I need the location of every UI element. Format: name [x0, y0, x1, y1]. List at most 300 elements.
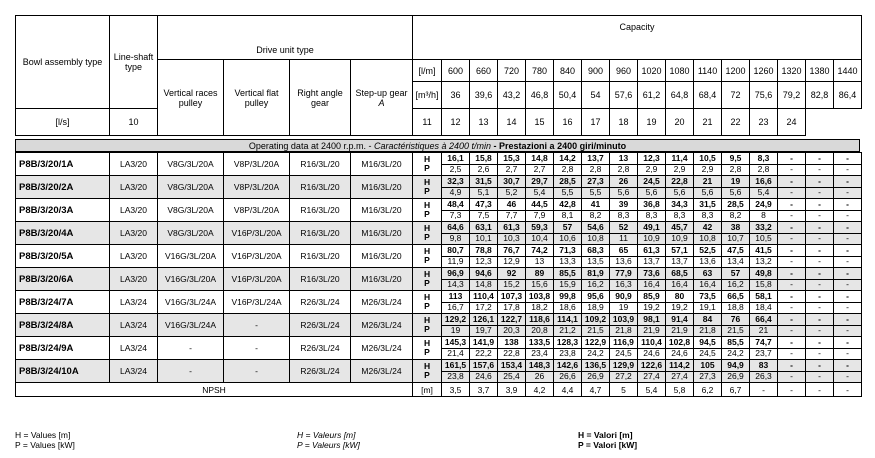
- power-value: -: [818, 347, 821, 358]
- value-cell: [694, 291, 722, 314]
- value-cell: [750, 176, 778, 199]
- power-value: 18,9: [587, 301, 604, 312]
- power-value: 17,2: [475, 301, 492, 312]
- value-cell: [722, 268, 750, 291]
- power-value: 8,3: [645, 209, 658, 220]
- head-value: 98,1: [638, 315, 665, 326]
- head-value: 122,6: [638, 361, 665, 372]
- power-value: 5,6: [645, 186, 658, 197]
- power-value: 19,2: [643, 301, 660, 312]
- power-value: 8,3: [673, 209, 686, 220]
- capacity-m3h-cell-2: 43,2: [498, 82, 526, 109]
- power-value: 8: [761, 209, 766, 220]
- power-value: 15,6: [531, 278, 548, 289]
- capacity-lmin-cell-6: 960: [610, 60, 638, 82]
- power-value: 21,5: [727, 324, 744, 335]
- power-value: 7,9: [533, 209, 546, 220]
- power-value: 21: [758, 324, 769, 335]
- power-value: -: [818, 232, 821, 243]
- head-value: 118,6: [526, 315, 553, 326]
- head-value: 34,3: [666, 200, 693, 211]
- capacity-ls-cell-7: 17: [582, 109, 610, 136]
- value-cell: [638, 245, 666, 268]
- legend-en-h: H = Values [m]: [15, 430, 71, 440]
- power-value: -: [790, 186, 793, 197]
- value-cell: [526, 360, 554, 383]
- p-label: P: [424, 209, 430, 219]
- head-value: 13: [610, 154, 637, 165]
- power-value: 15,2: [503, 278, 520, 289]
- power-value: -: [818, 370, 821, 381]
- legend-en: [15, 431, 75, 450]
- value-cell: [638, 199, 666, 222]
- power-value: 8,1: [561, 209, 574, 220]
- power-value: -: [846, 347, 849, 358]
- power-value: -: [818, 278, 821, 289]
- power-value: 25,4: [503, 370, 520, 381]
- vertical-flat-pulley-cell: V16P/3L/20A: [224, 245, 290, 268]
- head-value: 81,9: [582, 269, 609, 280]
- capacity-lmin-cell-14: 1440: [834, 60, 862, 82]
- hp-label-cell: [413, 314, 442, 337]
- value-cell: [582, 360, 610, 383]
- value-cell: [638, 268, 666, 291]
- value-cell: [582, 245, 610, 268]
- head-value: 14,8: [526, 154, 553, 165]
- model-cell: P8B/3/20/5A: [16, 245, 110, 268]
- npsh-value: 5,8: [666, 383, 694, 397]
- step-up-gear-cell: M16/3L/20: [351, 176, 413, 199]
- capacity-m3h-cell-7: 61,2: [638, 82, 666, 109]
- head-value: -: [806, 223, 833, 234]
- value-cell: [526, 245, 554, 268]
- head-value: 85,5: [722, 338, 749, 349]
- vertical-races-pulley-header: Vertical races pulley: [158, 60, 224, 136]
- vertical-flat-pulley-cell: V8P/3L/20A: [224, 199, 290, 222]
- power-value: 16,4: [671, 278, 688, 289]
- right-angle-gear-cell: R16/3L/20: [290, 153, 351, 176]
- value-cell: [554, 222, 582, 245]
- power-value: -: [818, 301, 821, 312]
- value-cell: [582, 268, 610, 291]
- legend-fr-p: P = Valeurs [kW]: [297, 439, 360, 450]
- capacity-lmin-cell-7: 1020: [638, 60, 666, 82]
- value-cell: [666, 153, 694, 176]
- power-value: -: [846, 301, 849, 312]
- line-shaft-cell: LA3/20: [110, 222, 158, 245]
- value-cell: [694, 337, 722, 360]
- value-cell: [498, 337, 526, 360]
- value-cell: [470, 268, 498, 291]
- value-cell: [694, 222, 722, 245]
- value-cell: [694, 176, 722, 199]
- p-label: P: [424, 324, 430, 334]
- line-shaft-cell: LA3/20: [110, 176, 158, 199]
- value-cell: [834, 268, 862, 291]
- head-value: 30,7: [498, 177, 525, 188]
- head-value: 52,5: [694, 246, 721, 257]
- head-value: -: [806, 315, 833, 326]
- npsh-unit: [m]: [413, 383, 442, 397]
- power-value: 5,6: [701, 186, 714, 197]
- npsh-value: 6,7: [722, 383, 750, 397]
- head-value: 45,7: [666, 223, 693, 234]
- value-cell: [610, 222, 638, 245]
- power-value: 2,8: [729, 163, 742, 174]
- head-value: 92: [498, 269, 525, 280]
- value-cell: [610, 360, 638, 383]
- value-cell: [610, 337, 638, 360]
- table-row: [16, 360, 862, 383]
- power-value: 10,8: [699, 232, 716, 243]
- line-shaft-cell: LA3/24: [110, 314, 158, 337]
- head-value: -: [778, 200, 805, 211]
- power-value: -: [818, 163, 821, 174]
- head-value: -: [834, 292, 861, 303]
- value-cell: [666, 360, 694, 383]
- capacity-ls-cell-3: 13: [470, 109, 498, 136]
- line-shaft-cell: LA3/24: [110, 291, 158, 314]
- head-value: 49,1: [638, 223, 665, 234]
- power-value: 7,7: [505, 209, 518, 220]
- step-up-gear-cell: M26/3L/24: [351, 314, 413, 337]
- vertical-races-pulley-cell: V16G/3L/20A: [158, 268, 224, 291]
- capacity-m3h-cell-12: 79,2: [778, 82, 806, 109]
- capacity-m3h-cell-9: 68,4: [694, 82, 722, 109]
- value-cell: [442, 199, 470, 222]
- head-value: 21: [694, 177, 721, 188]
- power-value: -: [846, 255, 849, 266]
- power-value: 2,7: [505, 163, 518, 174]
- value-cell: [750, 245, 778, 268]
- legend-it-p: P = Valori [kW]: [578, 439, 638, 450]
- power-value: 21,8: [615, 324, 632, 335]
- capacity-ls-cell-6: 16: [554, 109, 582, 136]
- npsh-value: -: [806, 383, 834, 397]
- head-value: 114,2: [666, 361, 693, 372]
- capacity-m3h-cell-4: 50,4: [554, 82, 582, 109]
- head-value: 41,5: [750, 246, 777, 257]
- value-cell: [638, 291, 666, 314]
- value-cell: [442, 268, 470, 291]
- value-cell: [442, 291, 470, 314]
- vertical-races-pulley-cell: -: [158, 360, 224, 383]
- power-value: -: [818, 209, 821, 220]
- value-cell: [806, 337, 834, 360]
- value-cell: [750, 268, 778, 291]
- power-value: 14,3: [447, 278, 464, 289]
- value-cell: [638, 360, 666, 383]
- head-value: 85,9: [638, 292, 665, 303]
- power-value: -: [846, 278, 849, 289]
- value-cell: [610, 291, 638, 314]
- capacity-m3h-cell-8: 64,8: [666, 82, 694, 109]
- value-cell: [666, 199, 694, 222]
- line-shaft-cell: LA3/24: [110, 360, 158, 383]
- npsh-value: -: [778, 383, 806, 397]
- operating-title-prefix: Operating data at 2400 r.p.m. -: [248, 141, 374, 151]
- head-value: 113: [442, 292, 469, 303]
- power-value: 5,6: [617, 186, 630, 197]
- head-value: 161,5: [442, 361, 469, 372]
- table-row: [16, 314, 862, 337]
- head-value: 15,8: [470, 154, 497, 165]
- power-value: 18,8: [727, 301, 744, 312]
- head-value: 63,1: [470, 223, 497, 234]
- hp-label-cell: [413, 153, 442, 176]
- power-value: -: [790, 163, 793, 174]
- hp-label-cell: [413, 268, 442, 291]
- value-cell: [750, 314, 778, 337]
- power-value: 4,9: [449, 186, 462, 197]
- hp-label-cell: [413, 360, 442, 383]
- right-angle-gear-header: Right angle gear: [290, 60, 351, 136]
- value-cell: [638, 337, 666, 360]
- power-value: 12,9: [503, 255, 520, 266]
- power-value: 27,4: [671, 370, 688, 381]
- head-value: 95,6: [582, 292, 609, 303]
- value-cell: [470, 153, 498, 176]
- power-value: 27,4: [643, 370, 660, 381]
- model-cell: P8B/3/20/4A: [16, 222, 110, 245]
- value-cell: [722, 360, 750, 383]
- head-value: 136,5: [582, 361, 609, 372]
- capacity-lmin-cell-0: 600: [442, 60, 470, 82]
- value-cell: [750, 222, 778, 245]
- power-value: 8,2: [729, 209, 742, 220]
- value-cell: [694, 245, 722, 268]
- value-cell: [554, 291, 582, 314]
- power-value: 12,3: [475, 255, 492, 266]
- unit-ls: [l/s]: [16, 109, 110, 136]
- head-value: 65: [610, 246, 637, 257]
- value-cell: [722, 337, 750, 360]
- h-label: H: [423, 268, 431, 279]
- table-row: [16, 153, 862, 176]
- vertical-flat-pulley-cell: V8P/3L/20A: [224, 153, 290, 176]
- head-value: 122,7: [498, 315, 525, 326]
- head-value: 148,3: [526, 361, 553, 372]
- value-cell: [470, 199, 498, 222]
- power-value: 9,8: [449, 232, 462, 243]
- capacity-m3h-cell-10: 72: [722, 82, 750, 109]
- head-value: 49,8: [750, 269, 777, 280]
- power-value: 24,2: [587, 347, 604, 358]
- power-value: 2,9: [701, 163, 714, 174]
- value-cell: [806, 199, 834, 222]
- capacity-ls-cell-1: 11: [413, 109, 442, 136]
- value-cell: [526, 314, 554, 337]
- power-value: 16,3: [615, 278, 632, 289]
- value-cell: [498, 360, 526, 383]
- head-value: 57: [554, 223, 581, 234]
- head-value: 109,2: [582, 315, 609, 326]
- head-value: 157,6: [470, 361, 497, 372]
- power-value: 26,9: [587, 370, 604, 381]
- value-cell: [806, 268, 834, 291]
- value-cell: [554, 314, 582, 337]
- head-value: -: [778, 269, 805, 280]
- step-up-gear-header: [351, 60, 413, 136]
- head-value: 8,3: [750, 154, 777, 165]
- power-value: -: [818, 186, 821, 197]
- value-cell: [834, 153, 862, 176]
- value-cell: [442, 360, 470, 383]
- value-cell: [442, 314, 470, 337]
- head-value: 41: [582, 200, 609, 211]
- power-value: -: [846, 186, 849, 197]
- right-angle-gear-cell: R26/3L/24: [290, 291, 351, 314]
- power-value: 5,4: [533, 186, 546, 197]
- power-value: 13,7: [671, 255, 688, 266]
- vertical-races-pulley-cell: V16G/3L/24A: [158, 291, 224, 314]
- head-value: 103,8: [526, 292, 553, 303]
- value-cell: [834, 360, 862, 383]
- power-value: 5,5: [589, 186, 602, 197]
- power-value: -: [790, 301, 793, 312]
- capacity-m3h-cell-11: 75,6: [750, 82, 778, 109]
- value-cell: [778, 153, 806, 176]
- power-value: -: [790, 255, 793, 266]
- value-cell: [498, 199, 526, 222]
- vertical-races-pulley-cell: V8G/3L/20A: [158, 153, 224, 176]
- value-cell: [666, 245, 694, 268]
- capacity-ls-cell-14: 24: [778, 109, 806, 136]
- head-value: -: [778, 292, 805, 303]
- capacity-ls-cell-11: 21: [694, 109, 722, 136]
- power-value: 13,4: [727, 255, 744, 266]
- head-value: 33,2: [750, 223, 777, 234]
- power-value: 16,2: [587, 278, 604, 289]
- power-value: 13,6: [615, 255, 632, 266]
- value-cell: [806, 245, 834, 268]
- capacity-lmin-cell-11: 1260: [750, 60, 778, 82]
- power-value: 24,5: [615, 347, 632, 358]
- capacity-m3h-cell-13: 82,8: [806, 82, 834, 109]
- value-cell: [666, 176, 694, 199]
- step-up-gear-cell: M26/3L/24: [351, 337, 413, 360]
- operating-data-title: [15, 139, 860, 152]
- head-value: 27,3: [582, 177, 609, 188]
- head-value: 94,9: [722, 361, 749, 372]
- value-cell: [834, 337, 862, 360]
- power-value: 5,6: [673, 186, 686, 197]
- value-cell: [778, 199, 806, 222]
- value-cell: [834, 245, 862, 268]
- head-value: -: [834, 154, 861, 165]
- capacity-m3h-cell-14: 86,4: [834, 82, 862, 109]
- value-cell: [498, 291, 526, 314]
- head-value: 110,4: [638, 338, 665, 349]
- capacity-ls-cell-5: 15: [526, 109, 554, 136]
- value-cell: [722, 222, 750, 245]
- value-cell: [722, 314, 750, 337]
- vertical-races-pulley-cell: V8G/3L/20A: [158, 222, 224, 245]
- power-value: 27,3: [699, 370, 716, 381]
- head-value: 74,2: [526, 246, 553, 257]
- head-value: -: [778, 246, 805, 257]
- head-value: -: [778, 154, 805, 165]
- value-cell: [610, 176, 638, 199]
- power-value: 18,4: [755, 301, 772, 312]
- line-shaft-cell: LA3/20: [110, 245, 158, 268]
- value-cell: [554, 360, 582, 383]
- power-value: 21,9: [671, 324, 688, 335]
- head-value: -: [778, 361, 805, 372]
- value-cell: [666, 314, 694, 337]
- hp-label-cell: [413, 291, 442, 314]
- head-value: -: [834, 246, 861, 257]
- p-label: P: [424, 255, 430, 265]
- value-cell: [694, 314, 722, 337]
- head-value: 102,8: [666, 338, 693, 349]
- power-value: 10,5: [755, 232, 772, 243]
- value-cell: [722, 199, 750, 222]
- npsh-label: NPSH: [16, 383, 413, 397]
- value-cell: [722, 291, 750, 314]
- head-value: 114,1: [554, 315, 581, 326]
- head-value: 61,3: [638, 246, 665, 257]
- power-value: 13,5: [587, 255, 604, 266]
- power-value: 15,8: [755, 278, 772, 289]
- value-cell: [526, 337, 554, 360]
- value-cell: [750, 360, 778, 383]
- power-value: 19,1: [699, 301, 716, 312]
- capacity-ls-cell-9: 19: [638, 109, 666, 136]
- hp-label-cell: [413, 337, 442, 360]
- h-label: H: [423, 360, 431, 371]
- capacity-ls-cell-10: 20: [666, 109, 694, 136]
- h-label: H: [423, 245, 431, 256]
- capacity-ls-cell-4: 14: [498, 109, 526, 136]
- power-value: 8,3: [701, 209, 714, 220]
- vertical-flat-pulley-cell: V16P/3L/24A: [224, 291, 290, 314]
- head-value: 66,5: [722, 292, 749, 303]
- head-value: 133,5: [526, 338, 553, 349]
- step-up-gear-cell: M16/3L/20: [351, 199, 413, 222]
- value-cell: [610, 153, 638, 176]
- power-value: -: [846, 370, 849, 381]
- capacity-m3h-cell-1: 39,6: [470, 82, 498, 109]
- head-value: 84: [694, 315, 721, 326]
- npsh-value: 6,2: [694, 383, 722, 397]
- value-cell: [666, 222, 694, 245]
- head-value: 39: [610, 200, 637, 211]
- model-cell: P8B/3/20/1A: [16, 153, 110, 176]
- power-value: 13,6: [699, 255, 716, 266]
- vertical-flat-pulley-cell: V16P/3L/20A: [224, 268, 290, 291]
- capacity-lmin-cell-2: 720: [498, 60, 526, 82]
- capacity-lmin-cell-10: 1200: [722, 60, 750, 82]
- capacity-lmin-cell-1: 660: [470, 60, 498, 82]
- table-row: [16, 268, 862, 291]
- power-value: 15,9: [559, 278, 576, 289]
- power-value: 7,3: [449, 209, 462, 220]
- head-value: -: [806, 338, 833, 349]
- line-shaft-cell: LA3/24: [110, 337, 158, 360]
- head-value: 83: [750, 361, 777, 372]
- legend-fr: [297, 431, 360, 450]
- power-value: 5,6: [729, 186, 742, 197]
- h-label: H: [423, 291, 431, 302]
- head-value: 76: [722, 315, 749, 326]
- power-value: -: [818, 324, 821, 335]
- value-cell: [554, 245, 582, 268]
- npsh-value: 3,7: [470, 383, 498, 397]
- value-cell: [526, 291, 554, 314]
- head-value: 42,8: [554, 200, 581, 211]
- value-cell: [498, 245, 526, 268]
